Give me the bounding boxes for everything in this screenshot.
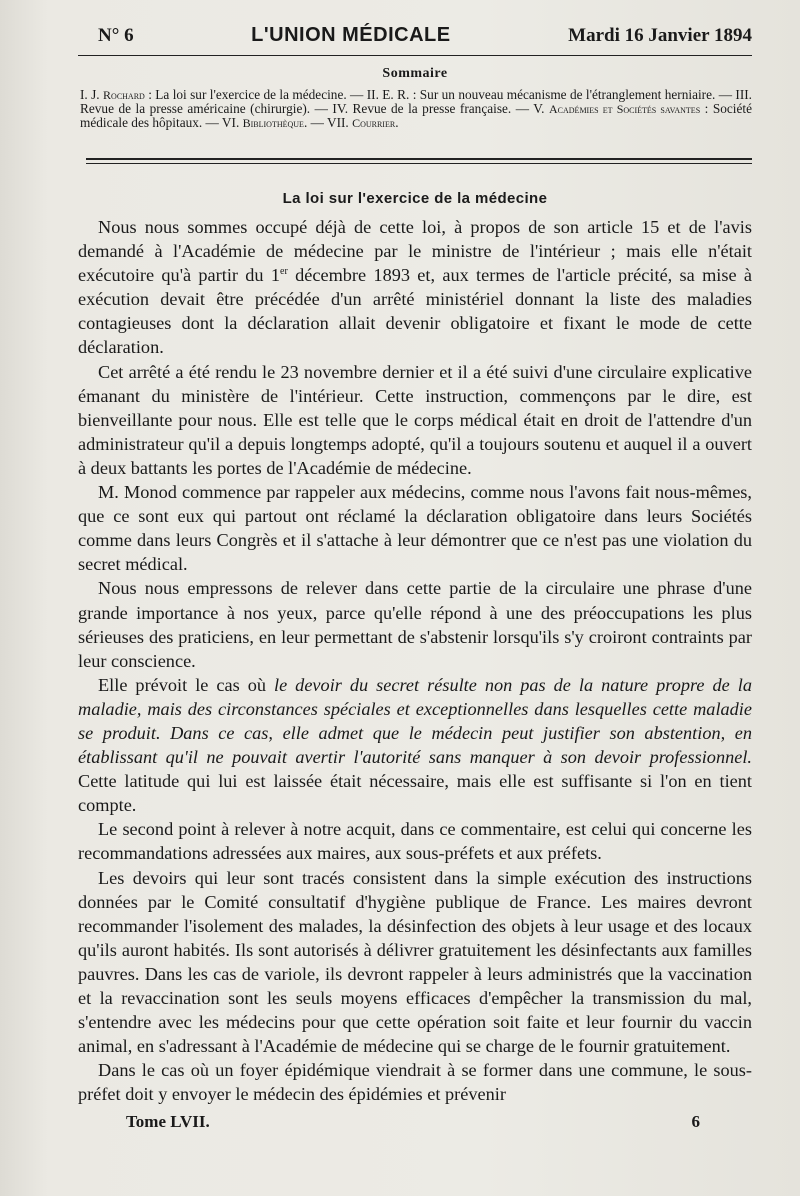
summary-title: Sommaire: [382, 66, 448, 81]
section-divider: [86, 158, 752, 164]
summary-text: I. J. Rochard : La loi sur l'exercice de la médecine. — II. E. R. : Sur un nouveau mécanisme de l'étranglement herniaire. — III. Revue de la presse américaine (chirurgie). — IV. Revue de la presse française. — V. Académies et Sociétés savantes : Société médicale des hôpitaux. — VI. Bibliothèque. — VII. Courrier.: [80, 87, 752, 130]
page-header: [78, 20, 752, 47]
paragraph: Dans le cas où un foyer épidémique viendrait à se former dans une commune, le sous-préfet doit y envoyer le médecin des épidémies et prévenir: [78, 1060, 752, 1105]
tome-label: Tome LVII.: [126, 1112, 210, 1132]
paragraph: Nous nous empressons de relever dans cette partie de la circulaire une phrase d'une grande importance à nos yeux, parce qu'elle répond à une des préoccupations les plus sérieuses des praticiens, en leur permettant de s'abstenir lorsqu'ils s'y croiront contraints par leur conscience.: [78, 578, 752, 671]
paragraph: Le second point à relever à notre acquit, dans ce commentaire, est celui qui concerne les recommandations adressées aux maires, aux sous-préfets et aux préfets.: [78, 819, 752, 864]
article-title: La loi sur l'exercice de la médecine: [282, 190, 548, 207]
issue-number: N° 6: [98, 25, 134, 46]
paragraph: Cet arrêté a été rendu le 23 novembre dernier et il a été suivi d'une circulaire explicative émanant du ministère de l'intérieur. Cette instruction, commençons par le dire, est bienveillante pour nous. Elle est telle que le corps médical était en droit de l'attendre d'un administrateur qu'il a depuis longtemps adopté, qu'il a toujours soutenu et auquel il a ouvert à deux battants les portes de l'Académie de médecine.: [78, 361, 752, 478]
header-rule: [78, 55, 752, 56]
paragraph: Elle prévoit le cas où le devoir du secret résulte non pas de la nature propre de la maladie, mais des circonstances spéciales et exceptionnelles dans lesquelles cette maladie se produit. Dans ce cas, elle admet que le médecin peut justifier son abstention, en établissant qu'il ne pouvait avertir l'autorité sans manquer à son devoir professionnel. Cette latitude qui lui est laissée était nécessaire, mais elle est suffisante si l'on en tient compte.: [78, 674, 753, 816]
signature-mark: 6: [691, 1112, 700, 1132]
article-body: [78, 215, 752, 1106]
journal-title: L'UNION MÉDICALE: [251, 24, 451, 46]
paragraph: Nous nous sommes occupé déjà de cette loi, à propos de son article 15 et de l'avis demandé à l'Académie de médecine par le ministre de l'intérieur ; mais elle n'était exécutoire qu'à partir du 1er décembre 1893 et, aux termes de l'article précité, sa mise à exécution devait être précédée d'un arrêté ministériel donnant la liste des maladies contagieuses dont la déclaration allait devenir obligatoire et fixant le mode de cette déclaration.: [78, 217, 753, 358]
page-footer: [78, 1112, 752, 1132]
paragraph: M. Monod commence par rappeler aux médecins, comme nous l'avons fait nous-mêmes, que ce sont eux qui partout ont réclamé la déclaration obligatoire dans leurs Sociétés comme dans leurs Congrès et il s'attache à leur démontrer que ce n'est pas une violation du secret médical.: [78, 482, 752, 575]
issue-date: Mardi 16 Janvier 1894: [568, 25, 752, 46]
paragraph: Les devoirs qui leur sont tracés consistent dans la simple exécution des instructions données par le Comité consultatif d'hygiène publique de France. Les maires devront recommander l'isolement des malades, la désinfection des objets à leur usage et des locaux qu'ils auront habités. Ils sont autorisés à délivrer gratuitement les désinfectants aux familles pauvres. Dans les cas de variole, ils devront rappeler à leurs administrés que la vaccination et la revaccination sont les seuls moyens efficaces d'empêcher la transmission du mal, s'entendre avec les médecins pour que cette opération soit faite et leur fournir du vaccin animal, en s'adressant à l'Académie de médecine qui se charge de le fournir gratuitement.: [78, 867, 752, 1057]
